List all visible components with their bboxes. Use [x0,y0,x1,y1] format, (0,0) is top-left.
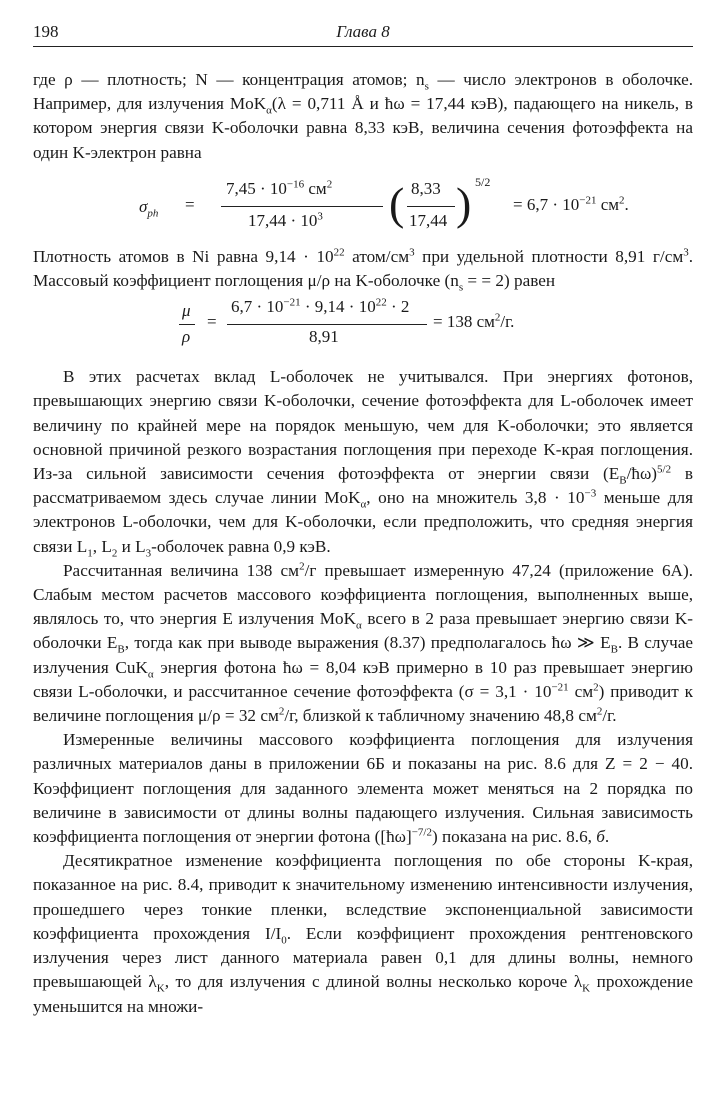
paragraph-6: Десятикратное изменение коэффициента поглощения по обе стороны K-края, показанное на рис. 8.4, приводит к значительному изменению интенсивности излучения, прошедшего через тонкие пленки, вследствие экспоненциальной зависимости коэффициента прохождения $I/I_0$. Если коэффициент прохождения рентгеновского излучения через лист данного материала равен 0,1 для длины волны, немного превышающей $\lambda_K$, то для излучения с длиной волны несколько короче $\lambda_K$ прохождение уменьшится на множи- [33,851,694,1016]
header-rule [33,46,693,47]
fraction-bar [227,324,427,325]
paragraph-2: Плотность атомов в Ni равна $9,14 \cdot 10^{22}$ атом/$см^3$ при удельной плотности 8,91 $г/см^3$. Массовый коэффициент поглощения μ/ρ на K-оболочке ($n_s$ = = 2) равен [33,246,693,294]
paragraph-1: где ρ — плотность; N — концентрация атомов; $n_s$ — число электронов в оболочке. Например, для излучения MoK$_\alpha$(λ = 0,711 Å и ħω = 17,44 кэВ), падающего на никель, в котором энергия связи K-оболочки равна 8,33 кэВ, величина сечения фотоэффекта на один K-электрон равна [33,70,694,162]
running-header [33,22,693,46]
formula-photoeffect-cross-section: $\sigma_{ph}$ = $7,45 \cdot 10^{-16}$ $см^2$ $17,44 \cdot 10^3$ ( 8,33 17,44 ) 5/2 = $6,7 \cdot 10^{-21}$ $см^2$. [139,174,629,230]
fraction-bar [407,206,455,207]
paragraph-5: Измеренные величины массового коэффициента поглощения для излучения различных материалов даны в приложении 6Б и показаны на рис. 8.6 для Z = 2 − 40. Коэффициент поглощения для заданного элемента может меняться на 2 порядка по величине в зависимости от длины волны падающего излучения. Сильная зависимость коэффициента поглощения от энергии фотона ([ħω]$^{-7/2}$) показана на рис. 8.6, б. [33,730,693,847]
paragraph-3: В этих расчетах вклад L-оболочек не учитывался. При энергиях фотонов, превышающих энергию связи K-оболочки, сечение фотоэффекта для L-оболочек имеет величину по крайней мере на порядок меньшую, чем для K-оболочки; это является основной причиной резкого возрастания поглощения при переходе K-края поглощения. Из-за сильной зависимости сечения фотоэффекта от энергии связи $(E_B/ħ\omega)^{5/2}$ в рассматриваемом здесь случае линии MoK$_\alpha$, оно на множитель $3,8 \cdot 10^{-3}$ меньше для электронов L-оболочки, чем для K-оболочки, если предположить, что средняя энергия связи $L_1$, $L_2$ и $L_3$-оболочек равна 0,9 кэВ. [33,367,693,560]
formula-mass-absorption: μ ρ = $6,7 \cdot 10^{-21} \cdot 9,14 \cdot 10^{22} \cdot 2$ 8,91 = 138 $см^2/г$. [33,297,693,353]
book-page [33,22,693,1019]
chapter-title: Глава 8 [336,22,390,41]
fraction-bar [221,206,383,207]
paragraph-4: Рассчитанная величина 138 $см^2/г$ превышает измеренную 47,24 (приложение 6А). Слабым местом расчетов массового коэффициента поглощения, выполненных выше, являлось то, что энергия E излучения MoK$_\alpha$ всего в 2 раза превышает энергию связи K-оболочки $E_B$, тогда как при выводе выражения (8.37) предполагалось ħω ≫ $E_B$. В случае излучения CuK$_\alpha$ энергия фотона ħω = 8,04 кэВ примерно в 10 раз превышает энергию связи L-оболочки, и рассчитанное сечение фотоэффекта ($\sigma = 3,1 \cdot 10^{-21}$ $см^2$) приводит к величине поглощения μ/ρ = 32 $см^2/г$, близкой к табличному значению 48,8 $см^2/г$. [33,560,694,726]
fraction-bar [179,324,195,325]
page-number: 198 [33,22,59,41]
